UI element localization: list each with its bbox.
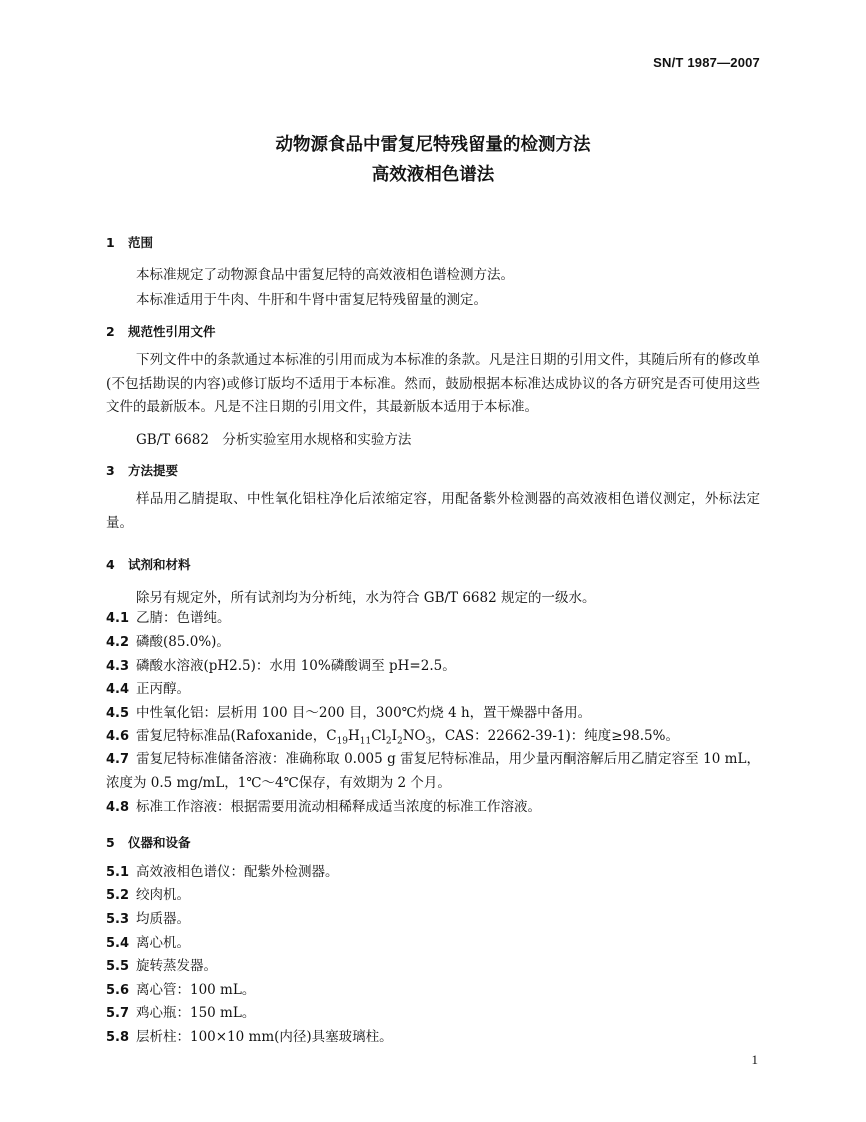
list-item: [106, 908, 760, 932]
item-number: 4.8: [106, 800, 130, 815]
list-item: [106, 607, 760, 631]
item-text: 旋转蒸发器。: [136, 958, 217, 974]
list-item: [106, 955, 760, 979]
section-number: 2: [106, 324, 115, 339]
list-item: [106, 861, 760, 885]
list-item: [106, 1002, 760, 1026]
list-item: [106, 631, 760, 655]
section-number: 5: [106, 835, 115, 850]
item-text: 均质器。: [136, 911, 190, 927]
item-number: 4.5: [106, 706, 130, 721]
section-number: 3: [106, 463, 115, 478]
item-number: 4.1: [106, 611, 130, 626]
section-3-para-1: 样品用乙腈提取、中性氧化铝柱净化后浓缩定容，用配备紫外检测器的高效液相色谱仪测定，外标法定量。: [106, 491, 760, 531]
item-text: 磷酸(85.0%)。: [136, 634, 230, 650]
item-number: 4.3: [106, 659, 130, 674]
list-item: [106, 932, 760, 956]
item-text: 离心机。: [136, 935, 190, 951]
section-title: 试剂和材料: [128, 557, 191, 572]
section-1-para-2: 本标准适用于牛肉、牛肝和牛肾中雷复尼特残留量的测定。: [136, 292, 487, 308]
list-item: [106, 796, 760, 820]
item-number: 4.6: [106, 729, 130, 744]
list-item: [106, 678, 760, 702]
item-number: 5.4: [106, 936, 130, 951]
section-number: 1: [106, 235, 115, 250]
item-text: 鸡心瓶：150 mL。: [136, 1005, 256, 1021]
section-2-heading: [106, 322, 216, 340]
section-4-intro: 除另有规定外，所有试剂均为分析纯，水为符合 GB/T 6682 规定的一级水。: [136, 590, 596, 606]
item-text: 中性氧化铝：层析用 100 目～200 目，300℃灼烧 4 h，置干燥器中备用。: [136, 705, 592, 721]
section-4-heading: [106, 555, 191, 573]
list-item: [106, 1026, 760, 1050]
section-title: 规范性引用文件: [128, 324, 216, 339]
list-item: [106, 748, 760, 795]
section-1-para-1: 本标准规定了动物源食品中雷复尼特的高效液相色谱检测方法。: [136, 267, 514, 283]
section-1-heading: [106, 233, 153, 251]
item-number: 4.2: [106, 635, 130, 650]
item-number: 4.7: [106, 752, 130, 767]
list-item: [106, 979, 760, 1003]
item-number: 4.4: [106, 682, 130, 697]
item-text: 绞肉机。: [136, 887, 190, 903]
item-number: 5.1: [106, 865, 130, 880]
item-text: 正丙醇。: [136, 681, 190, 697]
list-item: [106, 725, 760, 749]
document-title: 动物源食品中雷复尼特残留量的检测方法: [275, 135, 591, 155]
document-subtitle: 高效液相色谱法: [371, 165, 495, 185]
item-text: 磷酸水溶液(pH2.5)：水用 10%磷酸调至 pH=2.5。: [136, 658, 456, 674]
section-title: 仪器和设备: [128, 835, 191, 850]
item-number: 5.8: [106, 1030, 130, 1045]
list-item: [106, 702, 760, 726]
item-number: 5.7: [106, 1006, 130, 1021]
section-2-para-1: 下列文件中的条款通过本标准的引用而成为本标准的条款。凡是注日期的引用文件，其随后所有的修改单(不包括勘误的内容)或修订版均不适用于本标准。然而，鼓励根据本标准达成协议的各方研究是否可使用这些文件的最新版本。凡是不注日期的引用文件，其最新版本适用于本标准。: [106, 352, 760, 415]
item-number: 5.6: [106, 983, 130, 998]
item-text: 乙腈：色谱纯。: [136, 610, 231, 626]
item-number: 5.3: [106, 912, 130, 927]
item-number: 5.2: [106, 888, 130, 903]
section-5-heading: [106, 833, 191, 851]
item-text: 离心管：100 mL。: [136, 982, 256, 998]
section-number: 4: [106, 557, 115, 572]
normative-reference: GB/T 6682 分析实验室用水规格和实验方法: [136, 432, 412, 448]
item-text: 雷复尼特标准储备溶液：准确称取 0.005 g 雷复尼特标准品，用少量丙酮溶解后用乙腈定容至 10 mL，浓度为 0.5 mg/mL，1℃～4℃保存，有效期为 2 个月。: [106, 751, 760, 791]
section-title: 范围: [128, 235, 154, 250]
list-item: [106, 655, 760, 679]
page-number: 1: [751, 1052, 758, 1067]
item-text: 高效液相色谱仪：配紫外检测器。: [136, 864, 339, 880]
item-text: 标准工作溶液：根据需要用流动相稀释成适当浓度的标准工作溶液。: [136, 799, 541, 815]
list-item: [106, 884, 760, 908]
standard-code: SN/T 1987—2007: [653, 55, 760, 70]
section-3-heading: [106, 461, 178, 479]
item-number: 5.5: [106, 959, 130, 974]
section-title: 方法提要: [128, 463, 179, 478]
item-text: 层析柱：100×10 mm(内径)具塞玻璃柱。: [136, 1029, 393, 1045]
item-text: 雷复尼特标准品(Rafoxanide，$C_{19}H_{11}Cl_2I_2NO_3$，CAS：22662-39-1)：纯度≥98.5%。: [136, 728, 679, 747]
